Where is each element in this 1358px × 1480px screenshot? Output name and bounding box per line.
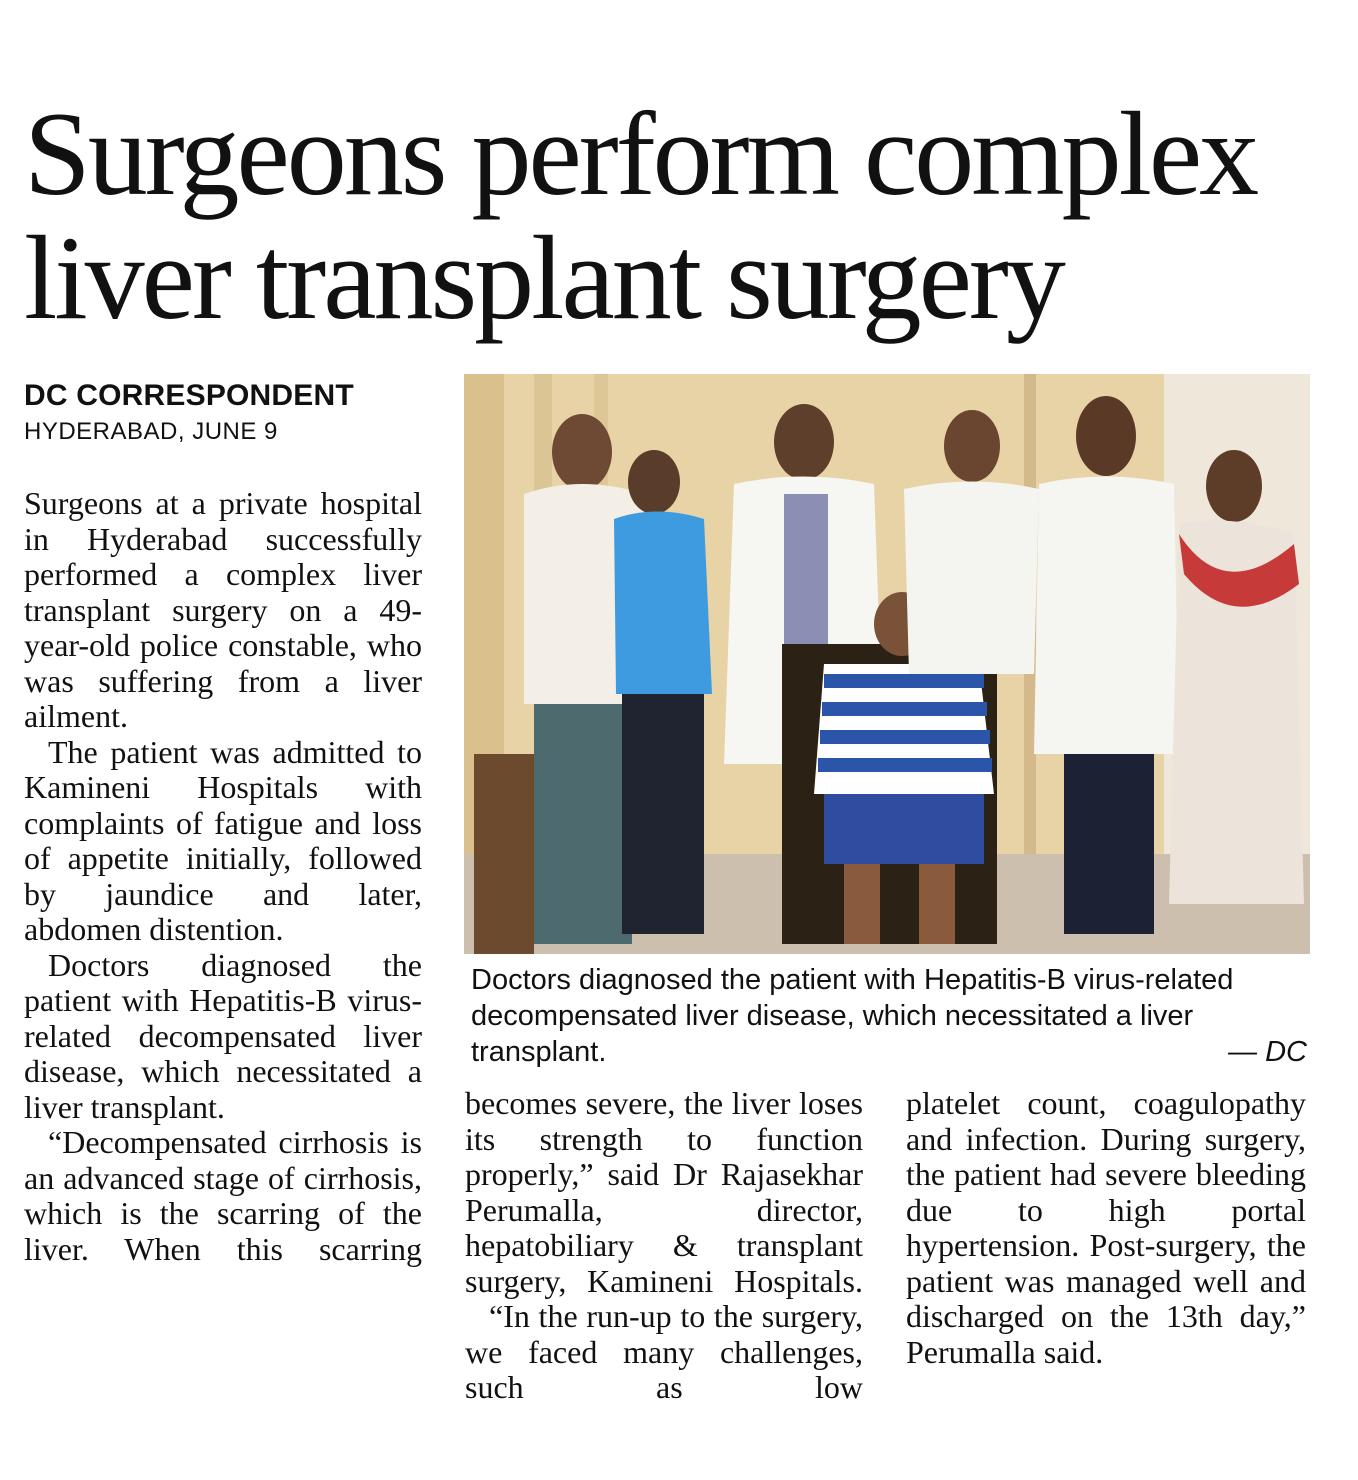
headline — [24, 87, 1334, 344]
caption-text: Doctors diagnosed the patient with Hepatitis-B virus-related decompensated liver disease, which necessitated a liver transplant. — [471, 964, 1234, 1068]
headline-line-1: Surgeons perform complex — [24, 87, 1257, 220]
paragraph: “In the run-up to the surgery, we faced many challenges, such as low — [465, 1298, 863, 1405]
headline-line-2: liver transplant surgery — [24, 211, 1063, 344]
news-photo — [464, 374, 1310, 954]
article-column-1 — [24, 486, 422, 1267]
paragraph: platelet count, coagulopathy and infection. During surgery, the patient had severe bleeding due to high portal hypertension. Post-surgery, the patient was managed well and discharged on the 13th day,” Perumalla said. — [906, 1085, 1306, 1370]
photo-illustration — [464, 374, 1310, 954]
byline — [24, 378, 354, 448]
photo-credit: — DC — [1228, 1036, 1307, 1068]
article-column-2 — [465, 1086, 863, 1406]
paragraph: The patient was admitted to Kamineni Hospitals with complaints of fatigue and loss of appetite initially, followed by jaundice and later, abdomen distention. — [24, 733, 422, 947]
article-column-3 — [906, 1086, 1306, 1370]
paragraph: Surgeons at a private hospital in Hyderabad successfully performed a complex liver transplant surgery on a 49-year-old police constable, who was suffering from a liver ailment. — [24, 485, 422, 734]
byline-dateline: HYDERABAD, JUNE 9 — [24, 418, 278, 445]
byline-author: DC CORRESPONDENT — [24, 379, 354, 412]
paragraph: Doctors diagnosed the patient with Hepatitis-B virus-related decompensated liver disease, which necessitated a liver transplant. — [24, 946, 422, 1125]
paragraph: “Decompensated cirrhosis is an advanced stage of cirrhosis, which is the scarring of the liver. When this scarring — [24, 1124, 422, 1267]
photo-caption — [471, 962, 1311, 1070]
paragraph: becomes severe, the liver loses its strength to function properly,” said Dr Rajasekhar Perumalla, director, hepatobiliary & transplant surgery, Kamineni Hospitals. — [465, 1085, 863, 1299]
